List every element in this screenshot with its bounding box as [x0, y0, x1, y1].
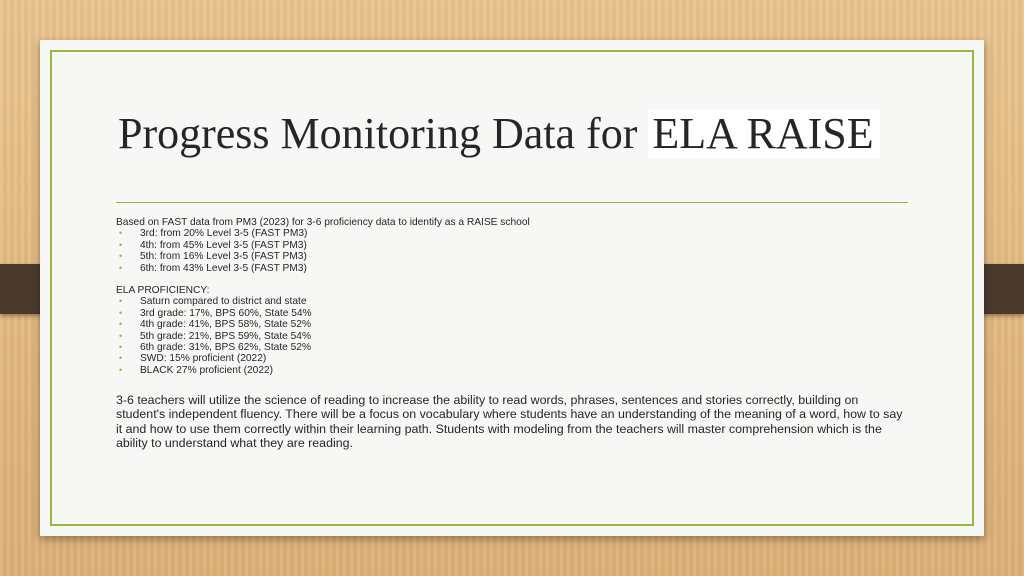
intro-line: Based on FAST data from PM3 (2023) for 3-6 proficiency data to identify as a RAISE school: [116, 217, 530, 228]
bullet-icon: •: [119, 262, 123, 273]
list-item: [119, 296, 908, 308]
list-item-text: 6th grade: 31%, BPS 62%, State 52%: [140, 342, 312, 354]
list-item: [119, 228, 908, 240]
bullet-icon: •: [119, 319, 123, 330]
bullet-icon: •: [119, 228, 123, 239]
list-item-text: BLACK 27% proficient (2022): [140, 364, 274, 376]
bullet-icon: •: [119, 353, 123, 364]
list-item-text: 6th: from 43% Level 3-5 (FAST PM3): [140, 262, 307, 274]
proficiency-heading: ELA PROFICIENCY:: [116, 285, 210, 297]
title-highlight-text: ELA RAISE: [648, 109, 879, 158]
list-item-text: Saturn compared to district and state: [140, 296, 307, 308]
bullet-icon: •: [119, 307, 123, 318]
list-item-text: SWD: 15% proficient (2022): [140, 353, 267, 365]
fast-data-section: [116, 217, 908, 376]
bullet-icon: •: [119, 342, 123, 353]
slide-body: [116, 217, 908, 450]
title-main-text: Progress Monitoring Data for: [118, 109, 649, 158]
list-item-text: 3rd grade: 17%, BPS 60%, State 54%: [140, 307, 312, 319]
bullet-icon: •: [119, 251, 123, 262]
bullet-icon: •: [119, 330, 123, 341]
list-item: [119, 319, 908, 331]
list-item-text: 4th: from 45% Level 3-5 (FAST PM3): [140, 239, 307, 251]
list-item: [119, 342, 908, 354]
fast-data-list: [116, 228, 908, 274]
bullet-icon: •: [119, 239, 123, 250]
list-item: [119, 364, 908, 376]
proficiency-list: [116, 296, 908, 376]
list-item: [119, 239, 908, 251]
list-item: [119, 251, 908, 263]
list-item: [119, 353, 908, 365]
reading-plan-paragraph: 3-6 teachers will utilize the science of reading to increase the ability to read words, phrases, sentences and stories correctly, building on student's independent fluency. There will be a focus on vocabulary where students have an understanding of the meaning of a word, how to say it and how to use them correctly within their learning path. Students with modeling from the teachers will master comprehension which is the ability to understand what they are reading.: [116, 393, 903, 450]
list-item-text: 5th: from 16% Level 3-5 (FAST PM3): [140, 251, 307, 263]
list-item: [119, 307, 908, 319]
bullet-icon: •: [119, 296, 123, 307]
bullet-icon: •: [119, 364, 123, 375]
title-divider: [116, 202, 908, 203]
list-item-text: 4th grade: 41%, BPS 58%, State 52%: [140, 319, 312, 331]
section-spacer: [116, 274, 908, 285]
list-item: [119, 330, 908, 342]
slide-title: [118, 104, 880, 164]
list-item-text: 3rd: from 20% Level 3-5 (FAST PM3): [140, 228, 308, 240]
list-item: [119, 262, 908, 274]
list-item-text: 5th grade: 21%, BPS 59%, State 54%: [140, 330, 312, 342]
